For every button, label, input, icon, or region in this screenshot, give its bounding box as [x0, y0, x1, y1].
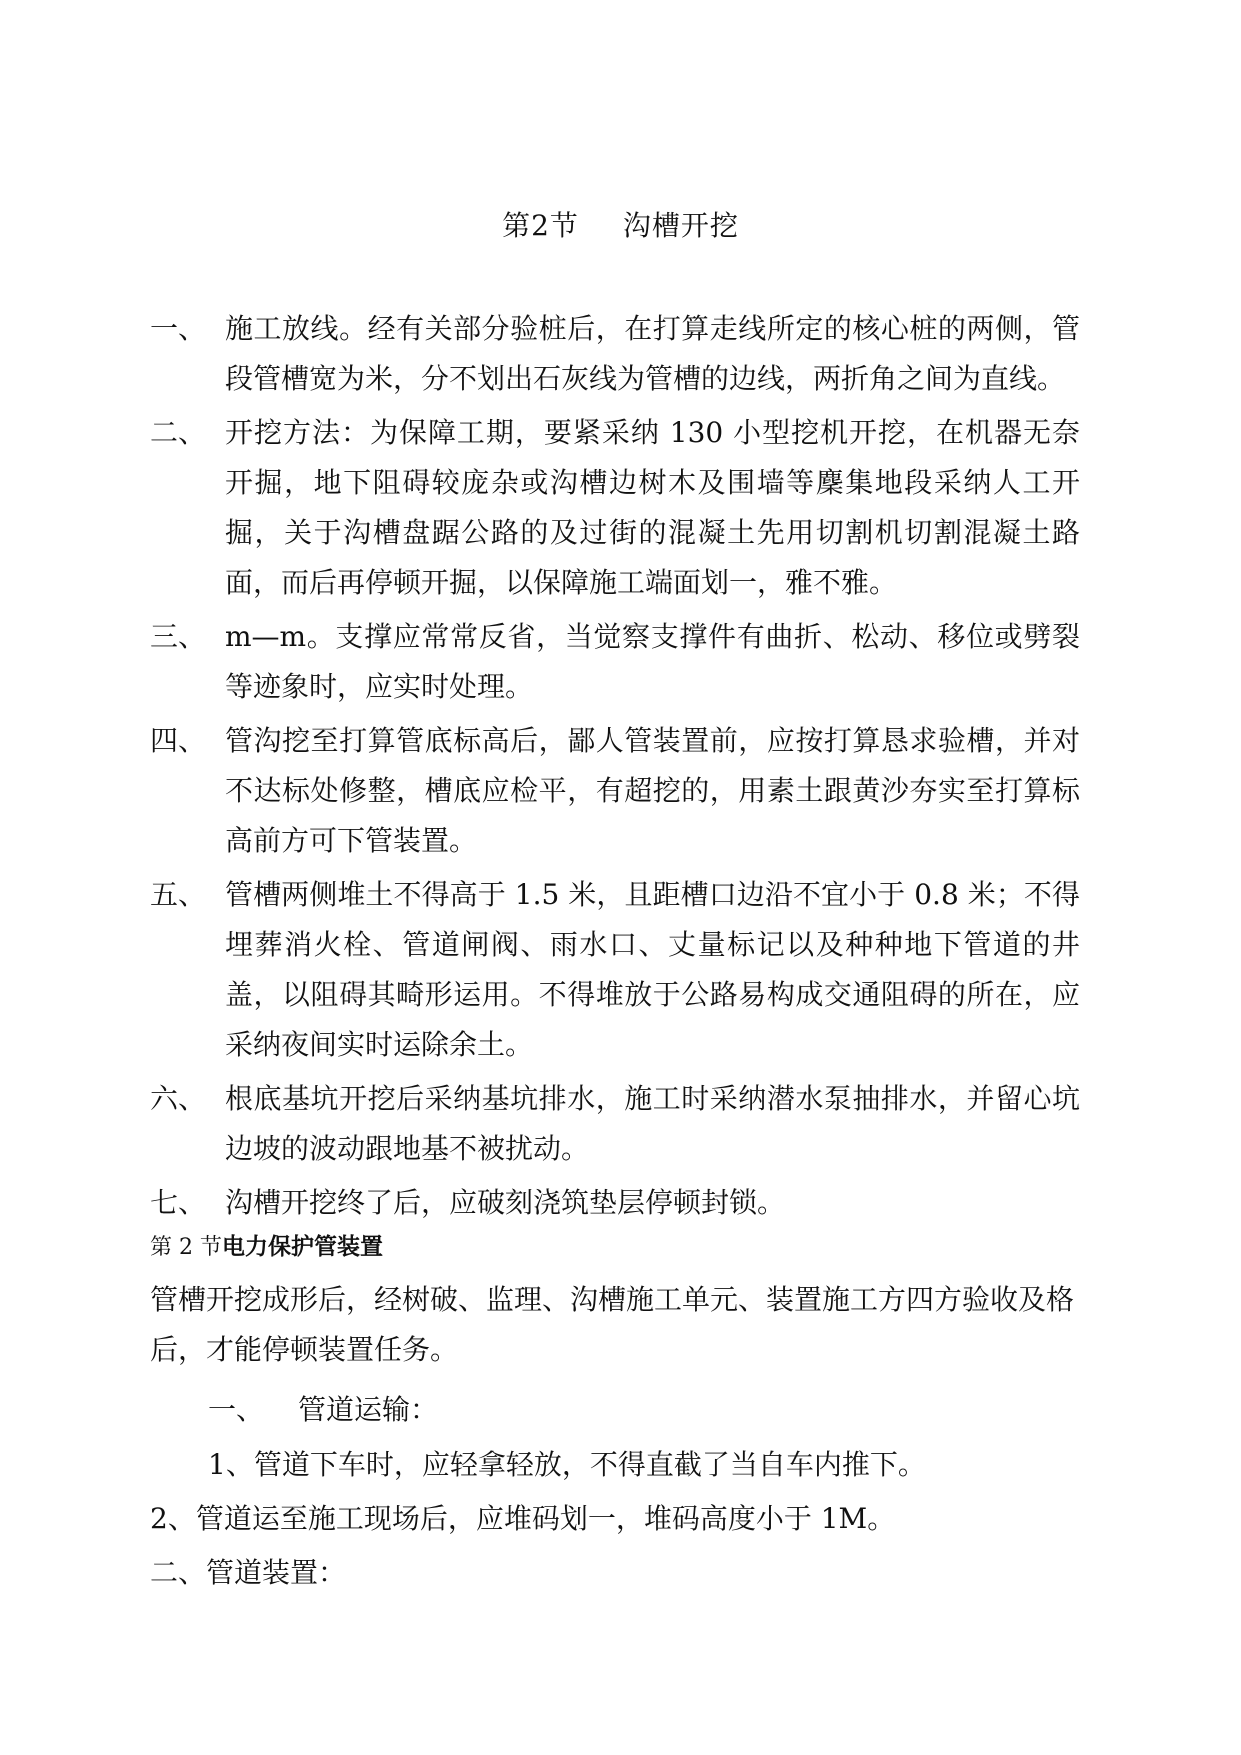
- list-item-number: 五、: [150, 878, 207, 911]
- list-item: [150, 870, 1080, 1070]
- list-item: [150, 1074, 1080, 1174]
- list-item-text: 施工放线。经有关部分验桩后，在打算走线所定的核心桩的两侧，管段管槽宽为米，分不划出石灰线为管槽的边线，两折角之间为直线。: [225, 312, 1080, 395]
- list-item-number: 二、: [150, 416, 207, 449]
- subheading-label: 管道运输：: [298, 1393, 439, 1426]
- section2-paragraph: 管槽开挖成形后，经树破、监理、沟槽施工单元、装置施工方四方验收及格后，才能停顿装置任务。: [150, 1283, 1075, 1366]
- list-item-number: 六、: [150, 1082, 207, 1115]
- list-item-text: 沟槽开挖终了后，应破刻浇筑垫层停顿封锁。: [225, 1186, 786, 1219]
- section-number: 第2节: [502, 209, 579, 242]
- list-item-number: 一、: [150, 312, 207, 345]
- numbered-list: [150, 304, 1080, 1232]
- list-item: [150, 304, 1080, 404]
- list-item-text: 根底基坑开挖后采纳基坑排水，施工时采纳潜水泵抽排水，并留心坑边坡的波动跟地基不被扰动。: [225, 1082, 1080, 1165]
- list-item-number: 七、: [150, 1186, 207, 1219]
- subheading-transport: [208, 1385, 1158, 1435]
- transport-step-1: 1、管道下车时，应轻拿轻放，不得直截了当自车内推下。: [208, 1448, 926, 1481]
- section-title: [0, 206, 1241, 246]
- list-item-text: 管沟挖至打算管底标高后，鄙人管装置前，应按打算恳求验槽，并对不达标处修整，槽底应检平，有超挖的，用素土跟黄沙夯实至打算标高前方可下管装置。: [225, 724, 1080, 857]
- list-item: [150, 716, 1080, 866]
- subheading-number: 一、: [208, 1393, 265, 1426]
- section2-prefix: 第 2 节: [150, 1235, 222, 1260]
- list-item: [150, 612, 1080, 712]
- list-item-number: 四、: [150, 724, 207, 757]
- transport-step-2: 2、管道运至施工现场后，应堆码划一，堆码高度小于 1M。: [150, 1502, 896, 1535]
- list-item-text: m—m。支撑应常常反省，当觉察支撑件有曲折、松动、移位或劈裂等迹象时，应实时处理。: [225, 620, 1080, 703]
- section2-heading: [150, 1222, 1100, 1273]
- list-item: [150, 1178, 1080, 1228]
- subheading-install: 二、管道装置：: [150, 1556, 347, 1589]
- list-item: [150, 408, 1080, 608]
- section2-title: 电力保护管装置: [221, 1234, 383, 1260]
- list-item-text: 开挖方法：为保障工期，要紧采纳 130 小型挖机开挖，在机器无奈开掘，地下阻碍较庞杂或沟槽边树木及围墙等麇集地段采纳人工开掘，关于沟槽盘踞公路的及过街的混凝土先用切割机切割混凝土路面，而后再停顿开掘，以保障施工端面划一，雅不雅。: [225, 416, 1080, 599]
- list-item-number: 三、: [150, 620, 207, 653]
- section-name: 沟槽开挖: [622, 209, 739, 242]
- list-item-text: 管槽两侧堆土不得高于 1.5 米，且距槽口边沿不宜小于 0.8 米；不得埋葬消火栓、管道闸阀、雨水口、丈量标记以及种种地下管道的井盖，以阻碍其畸形运用。不得堆放于公路易构成交通阻碍的所在，应采纳夜间实时运除余土。: [225, 878, 1080, 1061]
